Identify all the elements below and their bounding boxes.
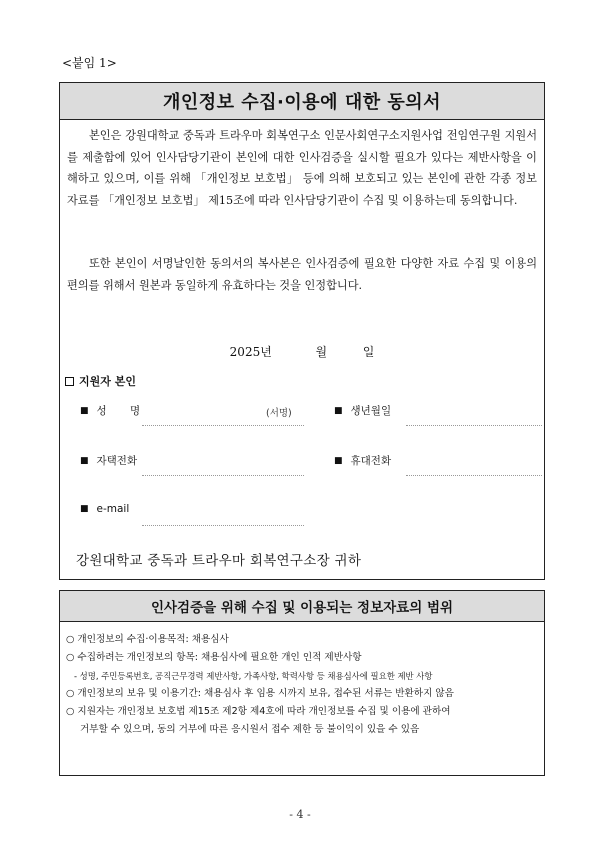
consent-paragraph-2: 또한 본인이 서명날인한 동의서의 복사본은 인사검증에 필요한 다양한 자료 수집 및 이용의 편의를 위해서 원본과 동일하게 유효하다는 것을 인정합니다. <box>67 257 537 292</box>
scope-item: ○ 수집하려는 개인정보의 항목: 채용심사에 필요한 개인 인적 제반사항 <box>66 652 362 663</box>
email-label: e-mail <box>96 503 130 515</box>
addressee: 강원대학교 중독과 트라우마 회복연구소장 귀하 <box>76 553 362 569</box>
bullet-icon: ■ <box>80 504 89 514</box>
home-phone-label: 자택전화 <box>96 455 138 467</box>
signature-date <box>60 343 544 360</box>
email-field <box>80 503 129 515</box>
scope-item: ○ 개인정보의 보유 및 이용기간: 채용심사 후 임용 시까지 보유, 접수된 서류는 반환하지 않음 <box>66 688 454 699</box>
bullet-icon: ■ <box>334 455 343 466</box>
scope-list <box>66 631 542 739</box>
name-label: 성 명 <box>96 405 151 417</box>
bullet-icon: ■ <box>80 455 89 466</box>
signature-hint: (서명) <box>266 408 292 419</box>
page-number: - 4 - <box>289 808 311 821</box>
mobile-input-line[interactable] <box>406 475 542 476</box>
name-field <box>80 403 150 418</box>
date-day: 일 <box>362 345 375 359</box>
consent-paragraph-1: 본인은 강원대학교 중독과 트라우마 회복연구소 인문사회연구소지원사업 전임연구원 지원서를 제출함에 있어 인사담당기관이 본인에 대한 인사검증을 실시할 필요가 있다는 제반사항을 이해하고 있으며, 이를 위해 「개인정보 보호법」 등에 의해 보호되고 있는 본인에 관한 각종 정보자료를 「개인정보 보호법」 제15조에 따라 인사담당기관이 수집 및 이용하는데 동의합니다. <box>67 129 537 207</box>
applicant-label: 지원자 본인 <box>79 375 136 388</box>
home-phone-input-line[interactable] <box>142 475 304 476</box>
birthdate-input-line[interactable] <box>406 425 542 426</box>
consent-form-box <box>59 82 545 580</box>
name-input-line[interactable] <box>142 425 304 426</box>
scope-box <box>59 590 545 776</box>
scope-title: 인사검증을 위해 수집 및 이용되는 정보자료의 범위 <box>60 591 544 622</box>
checkbox-icon <box>65 377 74 386</box>
bullet-icon: ■ <box>334 405 343 416</box>
date-year: 2025년 <box>229 345 272 359</box>
home-phone-field <box>80 453 137 468</box>
birthdate-field <box>334 403 391 418</box>
email-input-line[interactable] <box>142 525 304 526</box>
scope-item-continuation: 거부할 수 있으며, 동의 거부에 따른 응시원서 접수 제한 등 불이익이 있을 수 있음 <box>80 724 420 735</box>
birthdate-label: 생년월일 <box>350 405 392 417</box>
bullet-icon: ■ <box>80 405 89 416</box>
scope-item: ○ 개인정보의 수집·이용목적: 채용심사 <box>66 634 229 645</box>
scope-subitem: - 성명, 주민등록번호, 공직근무경력 제반사항, 가족사항, 학력사항 등 채용심사에 필요한 제반 사항 <box>74 671 433 681</box>
mobile-field <box>334 453 391 468</box>
mobile-label: 휴대전화 <box>350 455 392 467</box>
applicant-section-label <box>65 373 136 389</box>
attachment-label: <붙임 1> <box>62 56 117 70</box>
consent-title: 개인정보 수집·이용에 대한 동의서 <box>60 83 544 120</box>
date-month: 월 <box>315 345 328 359</box>
scope-item: ○ 지원자는 개인정보 보호법 제15조 제2항 제4호에 따라 개인정보를 수집 및 이용에 관하여 <box>66 706 451 717</box>
